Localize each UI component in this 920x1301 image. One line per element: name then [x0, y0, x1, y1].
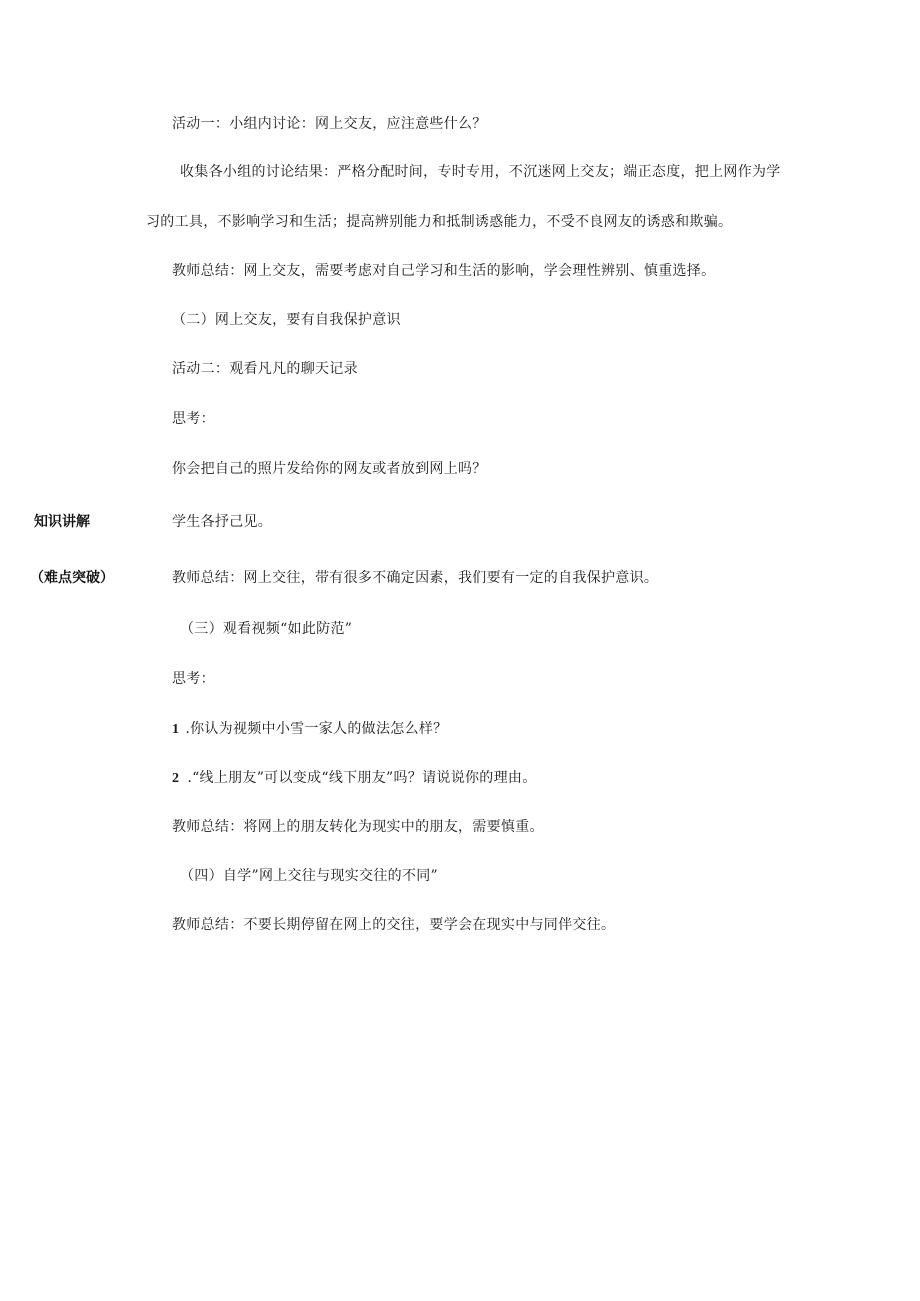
sidebar-label-difficulty: （难点突破）: [30, 570, 114, 586]
question-number-1: 1: [172, 722, 180, 737]
question-text-1: .你认为视频中小雪一家人的做法怎么样？: [185, 721, 448, 737]
section-four-heading: （四）自学”网上交往与现实交往的不同”: [180, 868, 439, 884]
students-respond: 学生各抒己见。: [172, 514, 273, 530]
question-item-1: [172, 720, 447, 739]
section-three-heading: （三）观看视频“如此防范”: [180, 621, 353, 637]
teacher-summary-1: 教师总结：网上交友，需要考虑对自己学习和生活的影响，学会理性辨别、慎重选择。: [172, 263, 716, 279]
think-label-1: 思考：: [172, 411, 215, 427]
discussion-results-line-1: 收集各小组的讨论结果：严格分配时间，专时专用，不沉迷网上交友；端正态度，把上网作为学: [180, 164, 781, 180]
think-label-2: 思考：: [172, 671, 215, 687]
activity-two: 活动二：观看凡凡的聊天记录: [172, 361, 358, 377]
question-photo: 你会把自己的照片发给你的网友或者放到网上吗？: [172, 461, 487, 477]
section-two-heading: （二）网上交友，要有自我保护意识: [172, 312, 401, 328]
question-text-2: .“线上朋友”可以变成“线下朋友”吗？请说说你的理由。: [187, 770, 537, 786]
activity-one: 活动一：小组内讨论：网上交友，应注意些什么？: [172, 116, 487, 132]
teacher-summary-2: 教师总结：网上交往，带有很多不确定因素，我们要有一定的自我保护意识。: [172, 570, 659, 586]
teacher-summary-4: 教师总结：不要长期停留在网上的交往，要学会在现实中与同伴交往。: [172, 917, 616, 933]
question-item-2: [172, 769, 537, 788]
sidebar-label-knowledge: 知识讲解: [34, 514, 90, 530]
question-number-2: 2: [172, 771, 180, 786]
discussion-results-line-2: 习的工具，不影响学习和生活；提高辨别能力和抵制诱惑能力，不受不良网友的诱惑和欺骗。: [146, 214, 733, 230]
teacher-summary-3: 教师总结：将网上的朋友转化为现实中的朋友，需要慎重。: [172, 819, 544, 835]
